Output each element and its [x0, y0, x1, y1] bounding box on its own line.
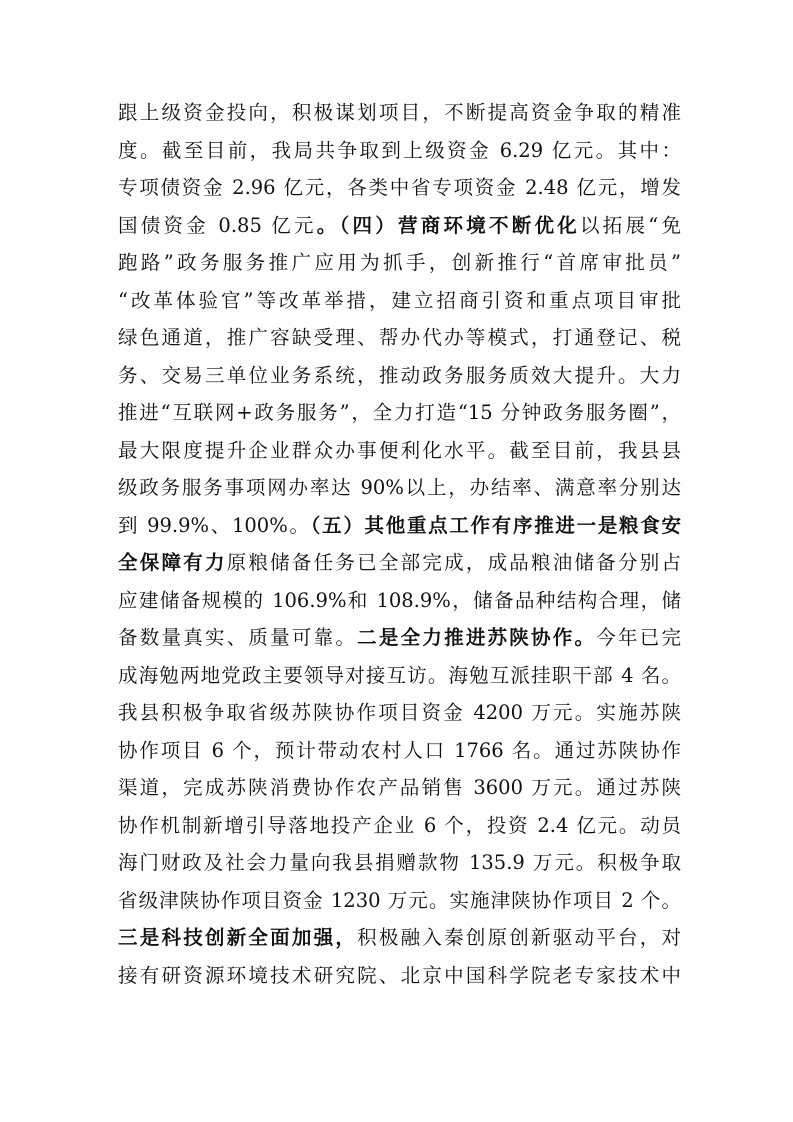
text-line — [118, 507, 681, 545]
text-line — [118, 957, 681, 995]
text-segment: 渠道，完成苏陕消费协作农产品销售 3600 万元。通过苏陕 — [118, 776, 681, 799]
text-line — [118, 732, 681, 770]
text-segment: 省级津陕协作项目资金 1230 万元。实施津陕协作项目 2 个。 — [118, 888, 681, 912]
text-segment: 专项债资金 2.96 亿元，各类中省专项资金 2.48 亿元，增发 — [118, 176, 681, 199]
text-line — [118, 207, 681, 245]
text-line — [118, 394, 681, 432]
text-segment: 国债资金 0.85 亿元 — [118, 213, 317, 237]
text-line — [118, 94, 681, 132]
text-segment: 应建储备规模的 106.9%和 108.9%，储备品种结构合理，储 — [118, 588, 681, 612]
section-heading: 。（四）营商环境不断优化 — [316, 213, 581, 237]
text-segment: 我县积极争取省级苏陕协作项目资金 4200 万元。实施苏陕 — [118, 701, 681, 724]
section-heading: 二是全力推进苏陕协作。 — [357, 626, 597, 649]
text-segment: 务、交易三单位业务系统，推动政务服务质效大提升。大力 — [118, 363, 681, 387]
text-segment: 积极融入秦创原创新驱动平台，对 — [357, 926, 681, 949]
text-segment: 级政务服务事项网办率达 90%以上，办结率、满意率分别达 — [118, 476, 681, 499]
text-segment: “改革体验官”等改革举措，建立招商引资和重点项目审批 — [118, 288, 681, 312]
text-line — [118, 169, 681, 207]
text-line — [118, 244, 681, 282]
text-line — [118, 807, 681, 845]
text-segment: 海门财政及社会力量向我县捐赠款物 135.9 万元。积极争取 — [118, 851, 681, 874]
text-segment: 到 99.9%、100%。 — [118, 513, 311, 537]
text-segment: 协作项目 6 个，预计带动农村人口 1766 名。通过苏陕协作 — [118, 738, 681, 762]
text-segment: 跑路”政务服务推广应用为抓手，创新推行“首席审批员” — [118, 251, 681, 274]
text-segment: 接有研资源环境技术研究院、北京中国科学院老专家技术中 — [118, 963, 681, 987]
text-segment: 成海勉两地党政主要领导对接互访。海勉互派挂职干部 4 名。 — [118, 663, 681, 687]
text-segment: 度。截至目前，我局共争取到上级资金 6.29 亿元。其中： — [118, 138, 681, 162]
text-line — [118, 432, 681, 470]
text-segment: 备数量真实、质量可靠。 — [118, 626, 358, 649]
text-line — [118, 282, 681, 320]
text-segment: 原粮储备任务已全部完成，成品粮油储备分别占 — [226, 551, 681, 574]
text-segment: 跟上级资金投向，积极谋划项目，不断提高资金争取的精准 — [118, 101, 681, 124]
text-segment: 绿色通道，推广容缺受理、帮办代办等模式，打通登记、税 — [118, 326, 681, 349]
section-heading: 全保障有力 — [118, 551, 227, 574]
text-line — [118, 769, 681, 807]
text-line — [118, 319, 681, 357]
text-line — [118, 582, 681, 620]
text-segment: 协作机制新增引导落地投产企业 6 个，投资 2.4 亿元。动员 — [118, 813, 681, 837]
text-line — [118, 657, 681, 695]
text-segment: 推进“互联网+政务服务”，全力打造“15 分钟政务服务圈”， — [118, 401, 681, 424]
text-line — [118, 619, 681, 657]
text-line — [118, 357, 681, 395]
text-line — [118, 919, 681, 957]
text-line — [118, 469, 681, 507]
text-line — [118, 882, 681, 920]
text-segment: 今年已完 — [596, 626, 681, 649]
text-line — [118, 544, 681, 582]
section-heading: （五）其他重点工作有序推进一是粮食安 — [310, 513, 681, 537]
text-line — [118, 694, 681, 732]
text-line — [118, 132, 681, 170]
text-segment: 以拓展“免 — [580, 213, 681, 237]
text-segment: 最大限度提升企业群众办事便利化水平。截至目前，我县县 — [118, 438, 681, 462]
section-heading: 三是科技创新全面加强， — [118, 926, 358, 949]
text-line — [118, 844, 681, 882]
body-text — [118, 94, 681, 994]
